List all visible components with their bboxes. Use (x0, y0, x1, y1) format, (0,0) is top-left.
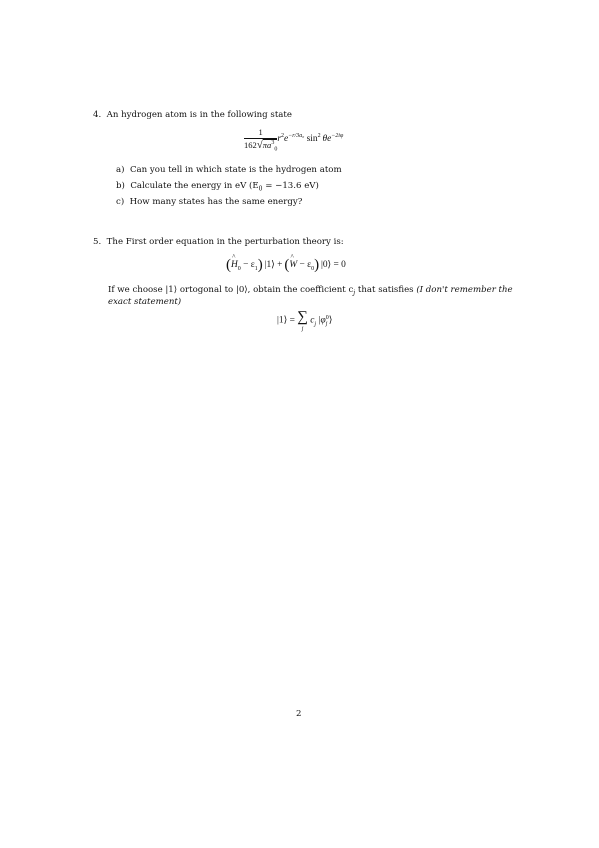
q4-item-c-label: c) (116, 197, 125, 207)
q4-r-sup: 2 (280, 133, 284, 140)
q4-item-a-text: Can you tell in which state is the hydrogen atom (129, 165, 342, 175)
q5-sum-index: j (301, 326, 304, 332)
q5-ket0: |0⟩ = 0 (320, 260, 346, 270)
page-number: 2 (296, 709, 302, 719)
q4-r: r (277, 134, 281, 145)
q5-H: ^ H (231, 260, 238, 270)
q4-numerator: 1 (258, 127, 263, 137)
q5-coeff: c (310, 315, 315, 326)
q4-radicand-sub: 0 (274, 146, 278, 153)
q4-formula (244, 127, 343, 151)
q4-item-b-tail: = −13.6 eV) (262, 181, 319, 191)
q5-equation (226, 257, 346, 274)
q5-statement-note: (I don't remember the (416, 285, 513, 295)
q4-sin-sup: 2 (317, 133, 321, 140)
q4-header (93, 110, 292, 121)
q5-ket1: |1⟩ + (264, 260, 283, 270)
q5-eps0-sub: 0 (311, 265, 315, 272)
q4-item-a-label: a) (116, 165, 125, 175)
right-paren-icon: ) (257, 257, 263, 273)
q5-header (93, 237, 344, 248)
q4-number: 4. (93, 110, 102, 120)
q4-exp2: e (327, 134, 332, 145)
q4-item-c-text: How many states has the same energy? (129, 197, 303, 207)
q4-item-c (116, 197, 302, 208)
q4-denominator (244, 140, 277, 151)
q4-radicand (262, 139, 278, 153)
q4-radicand-sup: 3 (271, 140, 275, 147)
q4-intro: An hydrogen atom is in the following state (106, 110, 292, 120)
q5-expansion-lhs: |1⟩ = (277, 315, 295, 326)
q5-statement-line1 (108, 285, 513, 296)
q4-item-b (116, 181, 319, 192)
q5-ket-close: ⟩ (328, 315, 333, 326)
q5-statement-text: If we choose |1⟩ ortogonal to |0⟩, obtain the coefficient c (108, 285, 354, 295)
q5-expansion (277, 309, 332, 332)
q4-item-a (116, 165, 342, 176)
q5-W: ^ W (289, 260, 297, 270)
q5-intro: The First order equation in the perturbation theory is: (106, 237, 344, 247)
sqrt-icon: √ (256, 139, 263, 151)
q4-fraction (244, 127, 277, 151)
q5-coeff-sub: j (314, 321, 317, 328)
q4-denom-coeff: 162 (244, 140, 257, 150)
q5-ket-sub: j (325, 320, 328, 327)
q4-item-b-sub: 0 (258, 185, 263, 193)
q5-statement-text-b: that satisfies (355, 285, 417, 295)
q5-minus-eps0: − ε (297, 260, 312, 270)
q5-number: 5. (93, 237, 102, 247)
right-paren-icon-2: ) (314, 257, 320, 273)
q5-minus-eps1: − ε (240, 260, 255, 270)
q4-radicand-text: πa (262, 140, 272, 150)
sum-icon (297, 309, 308, 332)
q4-exp1-sup: −r/3a₀ (288, 133, 305, 140)
q5-ket-sup: 0 (325, 314, 329, 321)
q5-H-sub: 0 (237, 265, 241, 272)
left-paren-icon-2: ( (284, 257, 290, 273)
q4-item-b-label: b) (116, 181, 125, 191)
q5-statement-sub: j (353, 289, 356, 297)
q4-exp2-sup: −2iφ (331, 133, 344, 140)
q5-eps1-sub: 1 (254, 265, 258, 272)
q4-item-b-text: Calculate the energy in eV (E (130, 181, 259, 191)
q5-statement-line2: exact statement) (108, 297, 182, 307)
q4-exp1: e (283, 134, 289, 145)
q5-ket-phi: |φ (317, 315, 326, 326)
left-paren-icon: ( (226, 257, 231, 273)
q4-sin: sin (306, 134, 318, 145)
sigma-icon: ∑ (297, 309, 308, 325)
q4-theta: θ (322, 134, 328, 145)
